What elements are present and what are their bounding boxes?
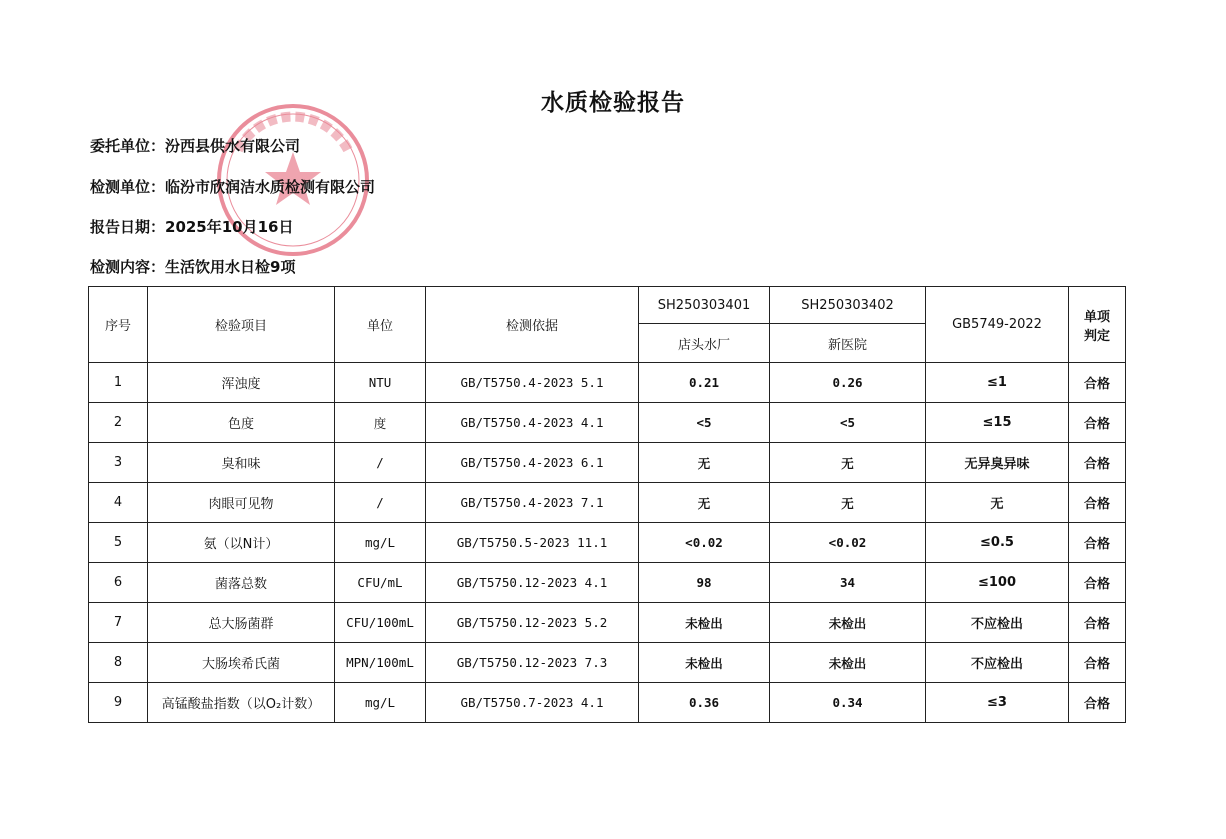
row-basis-cell: GB/T5750.4-2023 6.1 <box>426 443 639 483</box>
header-sample2-id: SH250303402 <box>770 287 926 324</box>
test-content-line: 检测内容：生活饮用水日检9项 <box>90 258 296 276</box>
row-no-cell: 1 <box>89 363 148 403</box>
row-sample1-cell: <5 <box>639 403 770 443</box>
row-sample1-cell: 0.36 <box>639 683 770 723</box>
row-unit-cell: CFU/mL <box>335 563 426 603</box>
row-sample2-cell: <5 <box>770 403 926 443</box>
header-unit: 单位 <box>335 287 426 363</box>
table-row <box>89 643 1126 683</box>
row-basis-cell: GB/T5750.12-2023 4.1 <box>426 563 639 603</box>
row-no-cell: 2 <box>89 403 148 443</box>
row-judgement-cell: 合格 <box>1069 643 1126 683</box>
row-no-cell: 5 <box>89 523 148 563</box>
table-row <box>89 403 1126 443</box>
row-unit-cell: MPN/100mL <box>335 643 426 683</box>
row-standard-cell: 不应检出 <box>926 643 1069 683</box>
row-item-cell: 臭和味 <box>148 443 335 483</box>
row-judgement-cell: 合格 <box>1069 563 1126 603</box>
row-standard-cell: ≤15 <box>926 403 1069 443</box>
row-item-cell: 菌落总数 <box>148 563 335 603</box>
row-standard-cell: ≤0.5 <box>926 523 1069 563</box>
row-unit-cell: / <box>335 483 426 523</box>
row-unit-cell: / <box>335 443 426 483</box>
row-judgement-cell: 合格 <box>1069 683 1126 723</box>
row-item-cell: 肉眼可见物 <box>148 483 335 523</box>
row-basis-cell: GB/T5750.7-2023 4.1 <box>426 683 639 723</box>
row-item-cell: 高锰酸盐指数（以O₂计数） <box>148 683 335 723</box>
row-basis-cell: GB/T5750.4-2023 5.1 <box>426 363 639 403</box>
row-item-cell: 大肠埃希氏菌 <box>148 643 335 683</box>
row-no-cell: 6 <box>89 563 148 603</box>
header-item: 检验项目 <box>148 287 335 363</box>
header-sample2-site: 新医院 <box>770 324 926 363</box>
row-no-cell: 3 <box>89 443 148 483</box>
row-standard-cell: 不应检出 <box>926 603 1069 643</box>
row-sample2-cell: 无 <box>770 443 926 483</box>
row-basis-cell: GB/T5750.12-2023 5.2 <box>426 603 639 643</box>
row-unit-cell: NTU <box>335 363 426 403</box>
table-row <box>89 563 1126 603</box>
table-row <box>89 683 1126 723</box>
row-unit-cell: CFU/100mL <box>335 603 426 643</box>
header-sample1-id: SH250303401 <box>639 287 770 324</box>
row-sample2-cell: 无 <box>770 483 926 523</box>
row-sample1-cell: 无 <box>639 483 770 523</box>
row-standard-cell: 无异臭异味 <box>926 443 1069 483</box>
table-row <box>89 443 1126 483</box>
header-sample1-site: 店头水厂 <box>639 324 770 363</box>
lab-line: 检测单位：临汾市欣润洁水质检测有限公司 <box>90 178 376 196</box>
header-basis: 检测依据 <box>426 287 639 363</box>
row-judgement-cell: 合格 <box>1069 403 1126 443</box>
row-no-cell: 7 <box>89 603 148 643</box>
row-sample1-cell: 未检出 <box>639 603 770 643</box>
table-row <box>89 523 1126 563</box>
results-table <box>88 286 1126 723</box>
header-no: 序号 <box>89 287 148 363</box>
row-unit-cell: 度 <box>335 403 426 443</box>
row-sample1-cell: 未检出 <box>639 643 770 683</box>
report-title: 水质检验报告 <box>541 90 685 116</box>
table-row <box>89 363 1126 403</box>
row-judgement-cell: 合格 <box>1069 443 1126 483</box>
row-basis-cell: GB/T5750.5-2023 11.1 <box>426 523 639 563</box>
client-line: 委托单位：汾西县供水有限公司 <box>90 137 301 155</box>
row-basis-cell: GB/T5750.12-2023 7.3 <box>426 643 639 683</box>
table-header-row <box>89 287 1126 324</box>
row-standard-cell: ≤3 <box>926 683 1069 723</box>
table-row <box>89 603 1126 643</box>
row-unit-cell: mg/L <box>335 523 426 563</box>
row-standard-cell: ≤100 <box>926 563 1069 603</box>
row-sample2-cell: <0.02 <box>770 523 926 563</box>
report-date-line: 报告日期：2025年10月16日 <box>90 218 294 236</box>
row-sample2-cell: 0.26 <box>770 363 926 403</box>
row-item-cell: 总大肠菌群 <box>148 603 335 643</box>
row-sample1-cell: 无 <box>639 443 770 483</box>
row-sample1-cell: 98 <box>639 563 770 603</box>
row-standard-cell: 无 <box>926 483 1069 523</box>
row-judgement-cell: 合格 <box>1069 363 1126 403</box>
row-item-cell: 色度 <box>148 403 335 443</box>
row-sample2-cell: 未检出 <box>770 643 926 683</box>
row-sample2-cell: 34 <box>770 563 926 603</box>
row-basis-cell: GB/T5750.4-2023 7.1 <box>426 483 639 523</box>
row-judgement-cell: 合格 <box>1069 483 1126 523</box>
row-sample2-cell: 0.34 <box>770 683 926 723</box>
row-judgement-cell: 合格 <box>1069 603 1126 643</box>
header-standard: GB5749-2022 <box>926 287 1069 363</box>
row-sample1-cell: <0.02 <box>639 523 770 563</box>
row-item-cell: 浑浊度 <box>148 363 335 403</box>
row-sample2-cell: 未检出 <box>770 603 926 643</box>
row-sample1-cell: 0.21 <box>639 363 770 403</box>
row-unit-cell: mg/L <box>335 683 426 723</box>
row-item-cell: 氨（以N计） <box>148 523 335 563</box>
row-no-cell: 4 <box>89 483 148 523</box>
row-no-cell: 8 <box>89 643 148 683</box>
row-basis-cell: GB/T5750.4-2023 4.1 <box>426 403 639 443</box>
row-no-cell: 9 <box>89 683 148 723</box>
table-row <box>89 483 1126 523</box>
row-judgement-cell: 合格 <box>1069 523 1126 563</box>
row-standard-cell: ≤1 <box>926 363 1069 403</box>
header-judgement: 单项 判定 <box>1069 287 1126 363</box>
